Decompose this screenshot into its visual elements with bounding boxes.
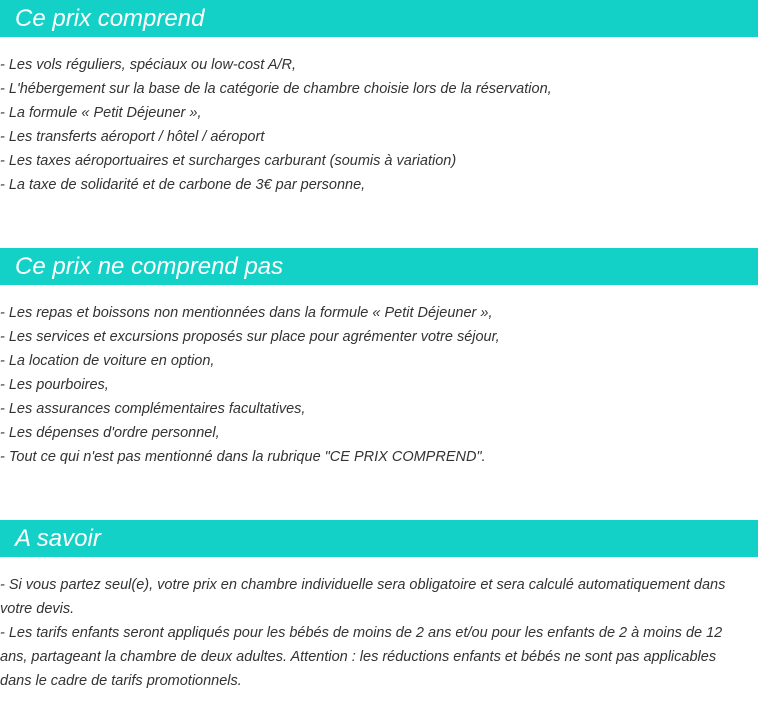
list-item: - Les taxes aéroportuaires et surcharges carburant (soumis à variation) — [0, 153, 457, 169]
section-header-good-to-know — [0, 520, 758, 557]
list-item: - Les pourboires, — [0, 377, 109, 393]
list-item: - Tout ce qui n'est pas mentionné dans la rubrique "CE PRIX COMPREND". — [0, 449, 486, 465]
not-included-list — [0, 301, 758, 469]
section-header-included — [0, 0, 758, 37]
list-item: - La formule « Petit Déjeuner », — [0, 105, 202, 121]
list-item: - Les repas et boissons non mentionnées dans la formule « Petit Déjeuner », — [0, 305, 493, 321]
section-title-good-to-know: A savoir — [15, 524, 101, 552]
list-item: - Les services et excursions proposés sur place pour agrémenter votre séjour, — [0, 329, 500, 345]
section-title-not-included: Ce prix ne comprend pas — [15, 252, 284, 280]
section-body-not-included — [0, 285, 758, 469]
list-item: - Les vols réguliers, spéciaux ou low-cost A/R, — [0, 57, 297, 73]
section-body-included — [0, 37, 758, 197]
list-item: - La location de voiture en option, — [0, 353, 215, 369]
list-item: - L'hébergement sur la base de la catégorie de chambre choisie lors de la réservation, — [0, 81, 552, 97]
list-item: - La taxe de solidarité et de carbone de 3€ par personne, — [0, 177, 366, 193]
included-list — [0, 53, 758, 197]
list-item: - Les transferts aéroport / hôtel / aéroport — [0, 129, 265, 145]
info-paragraph: - Les tarifs enfants seront appliqués pour les bébés de moins de 2 ans et/ou pour les enfants de 2 à moins de 12 ans, partageant la chambre de deux adultes. Attention : les réductions enfants et bébés ne sont pas applicables dans le cadre de tarifs promotionnels. — [0, 625, 723, 689]
list-item: - Les dépenses d'ordre personnel, — [0, 425, 220, 441]
list-item: - Les assurances complémentaires facultatives, — [0, 401, 306, 417]
section-header-not-included — [0, 248, 758, 285]
section-body-good-to-know — [0, 557, 758, 693]
info-paragraph: - Si vous partez seul(e), votre prix en chambre individuelle sera obligatoire et sera calculé automatiquement dans votre devis. — [0, 577, 726, 617]
section-title-included: Ce prix comprend — [15, 4, 205, 32]
